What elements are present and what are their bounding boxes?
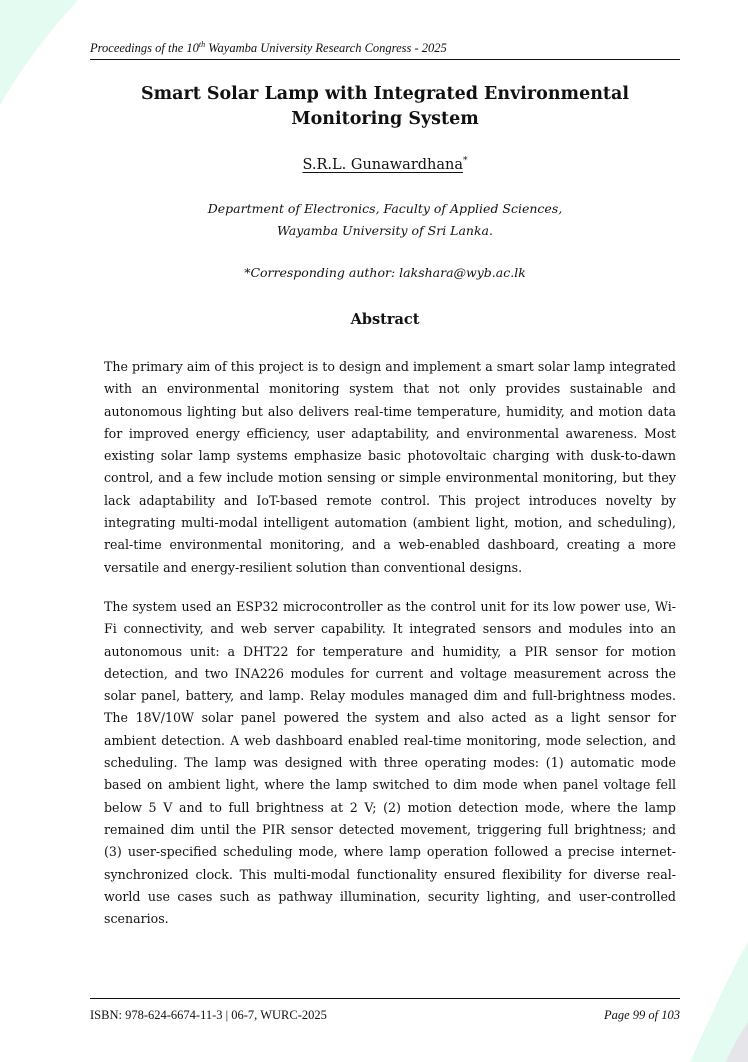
abstract-heading: Abstract [350, 311, 420, 328]
affiliation: Department of Electronics, Faculty of Applied Sciences, Wayamba University of Sri Lanka. [207, 201, 563, 238]
abstract-paragraph-2: The system used an ESP32 microcontroller as the control unit for its low power use, Wi-Fi connectivity, and web server capability. It integrated sensors and modules into an autonomous unit: a DHT22 for temperature and humidity, a PIR sensor for motion detection, and two INA226 modules for current and voltage measurement across the solar panel, battery, and lamp. Relay modules managed dim and full-brightness modes. The 18V/10W solar panel powered the system and also acted as a light sensor for ambient detection. A web dashboard enabled real-time monitoring, mode selection, and scheduling. The lamp was designed with three operating modes: (1) automatic mode based on ambient light, where the lamp switched to dim mode when panel voltage fell below 5 V and to full brightness at 2 V; (2) motion detection mode, where the lamp remained dim until the PIR sensor detected movement, triggering full brightness; and (3) user-specified scheduling mode, where lamp operation followed a precise internet-synchronized clock. This multi-modal functionality ensured flexibility for diverse real-world use cases such as pathway illumination, security lighting, and user-controlled scenarios. [104, 599, 676, 927]
author-line [90, 156, 680, 173]
author-name: S.R.L. Gunawardhana [302, 156, 464, 173]
footer-page-number: Page 99 of 103 [603, 1008, 680, 1022]
footer-isbn: ISBN: 978-624-6674-11-3 | 06-7, WURC-2025 [90, 1008, 327, 1022]
footer-rule [90, 998, 680, 999]
corner-decoration-bottom-right [668, 942, 748, 1062]
paper-title: Smart Solar Lamp with Integrated Environmental Monitoring System [140, 84, 629, 129]
running-head: Proceedings of the 10th Wayamba University Research Congress - 2025 [90, 40, 680, 60]
corner-decoration-top-left [0, 0, 90, 110]
abstract-paragraph-1: The primary aim of this project is to design and implement a smart solar lamp integrated with an environmental monitoring system that not only provides sustainable and autonomous lighting but also delivers real-time temperature, humidity, and motion data for improved energy efficiency, user adaptability, and environmental awareness. Most existing solar lamp systems emphasize basic photovoltaic charging with dusk-to-dawn control, and a few include motion sensing or simple environmental monitoring, but they lack adaptability and IoT-based remote control. This project introduces novelty by integrating multi-modal intelligent automation (ambient light, motion, and scheduling), real-time environmental monitoring, and a web-enabled dashboard, creating a more versatile and energy-resilient solution than conventional designs. [104, 359, 676, 575]
corresponding-mark: * [463, 156, 468, 166]
corresponding-author: *Corresponding author: lakshara@wyb.ac.lk [244, 265, 526, 280]
